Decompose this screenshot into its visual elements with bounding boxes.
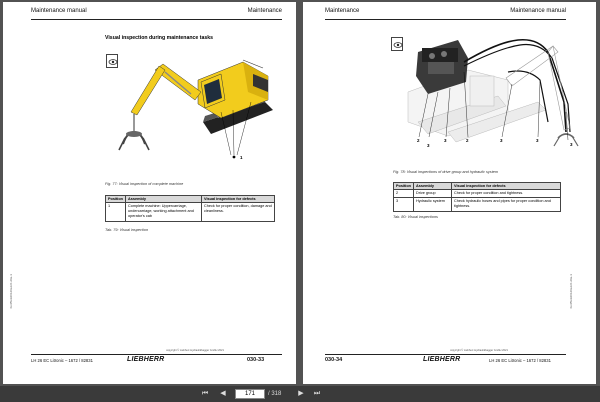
side-document-code: 0e3f5e9d01d0a2c0-d0a-3 [9, 274, 13, 309]
table-cell: Check hydraulic hoses and pipes for proper condition and tightness. [452, 198, 561, 211]
page-left [3, 2, 296, 384]
first-page-icon[interactable]: ⏮ [201, 390, 209, 397]
column-header: Visual inspection for defects [452, 183, 561, 190]
table-cell: Hydraulic system [414, 198, 452, 211]
copyright-text: copyright © Liebherr-Hydraulikbagger GmbH 2021 [166, 349, 224, 352]
section-title: Visual inspection during maintenance tasks [105, 35, 214, 41]
header-left: Maintenance manual [31, 8, 87, 14]
next-page-icon[interactable]: ▶ [298, 390, 304, 397]
table-cell: Drive group [414, 190, 452, 198]
table-cell: Complete machine: Uppercarriage, undercarriage, working attachment and operator's cab [126, 203, 202, 222]
header-rule [325, 19, 566, 20]
table-row [394, 190, 561, 198]
callout-2: 2 [417, 138, 420, 143]
header-left: Maintenance [325, 8, 360, 14]
table-caption: Tab. 79: Visual inspection [105, 228, 149, 232]
table-cell: Check for proper condition and tightness. [452, 190, 561, 198]
column-header: Position [106, 196, 126, 203]
column-header: Position [394, 183, 414, 190]
table-cell: 2 [394, 190, 414, 198]
callout-3: 3 [570, 142, 573, 147]
callout-1: 1 [240, 155, 243, 160]
last-page-icon[interactable]: ⏭ [313, 390, 321, 397]
callout-3: 3 [427, 143, 430, 148]
column-header: Assembly [414, 183, 452, 190]
page-number: 030-34 [325, 357, 343, 363]
drive-hydraulic-illustration [388, 32, 588, 162]
inspection-table [105, 195, 275, 222]
table-header-row [106, 196, 275, 203]
callout-3: 3 [444, 138, 447, 143]
figure-caption: Fig. 78: Visual inspections of drive group and hydraulic system [393, 170, 499, 174]
callout-3: 3 [536, 138, 539, 143]
header-right: Maintenance [247, 8, 282, 14]
page-number: 030-33 [247, 357, 265, 363]
table-header-row [394, 183, 561, 190]
inspection-table [393, 182, 561, 212]
total-pages-label: / 318 [268, 391, 282, 397]
table-caption: Tab. 80: Visual inspections [393, 215, 438, 219]
pdf-viewer-toolbar [0, 386, 600, 402]
header-rule [31, 19, 282, 20]
table-row [106, 203, 275, 222]
page-number-input[interactable]: 171 [235, 389, 265, 399]
model-reference: LH 26 EC Litronic – 1672 / 82831 [31, 358, 93, 363]
prev-page-icon[interactable]: ◀ [220, 390, 226, 397]
figure-caption: Fig. 77: Visual inspection of complete machine [105, 182, 184, 186]
column-header: Assembly [126, 196, 202, 203]
table-row [394, 198, 561, 211]
copyright-text: copyright © Liebherr-Hydraulikbagger GmbH 2021 [450, 349, 508, 352]
liebherr-logo: LIEBHERR [423, 356, 461, 363]
liebherr-logo: LIEBHERR [127, 356, 165, 363]
callout-3: 3 [500, 138, 503, 143]
table-cell: 1 [106, 203, 126, 222]
column-header: Visual inspection for defects [202, 196, 275, 203]
callout-2: 2 [466, 138, 469, 143]
header-right: Maintenance manual [510, 8, 566, 14]
footer-rule [31, 354, 282, 355]
excavator-illustration [103, 52, 283, 177]
page-right [303, 2, 596, 384]
side-document-code: 0e3f5e9d01d0a2c0-d0a-3 [569, 274, 573, 309]
table-cell: Check for proper condition, damage and cleanliness. [202, 203, 275, 222]
table-cell: 3 [394, 198, 414, 211]
footer-rule [325, 354, 566, 355]
model-reference: LH 26 EC Litronic – 1672 / 82831 [489, 358, 551, 363]
